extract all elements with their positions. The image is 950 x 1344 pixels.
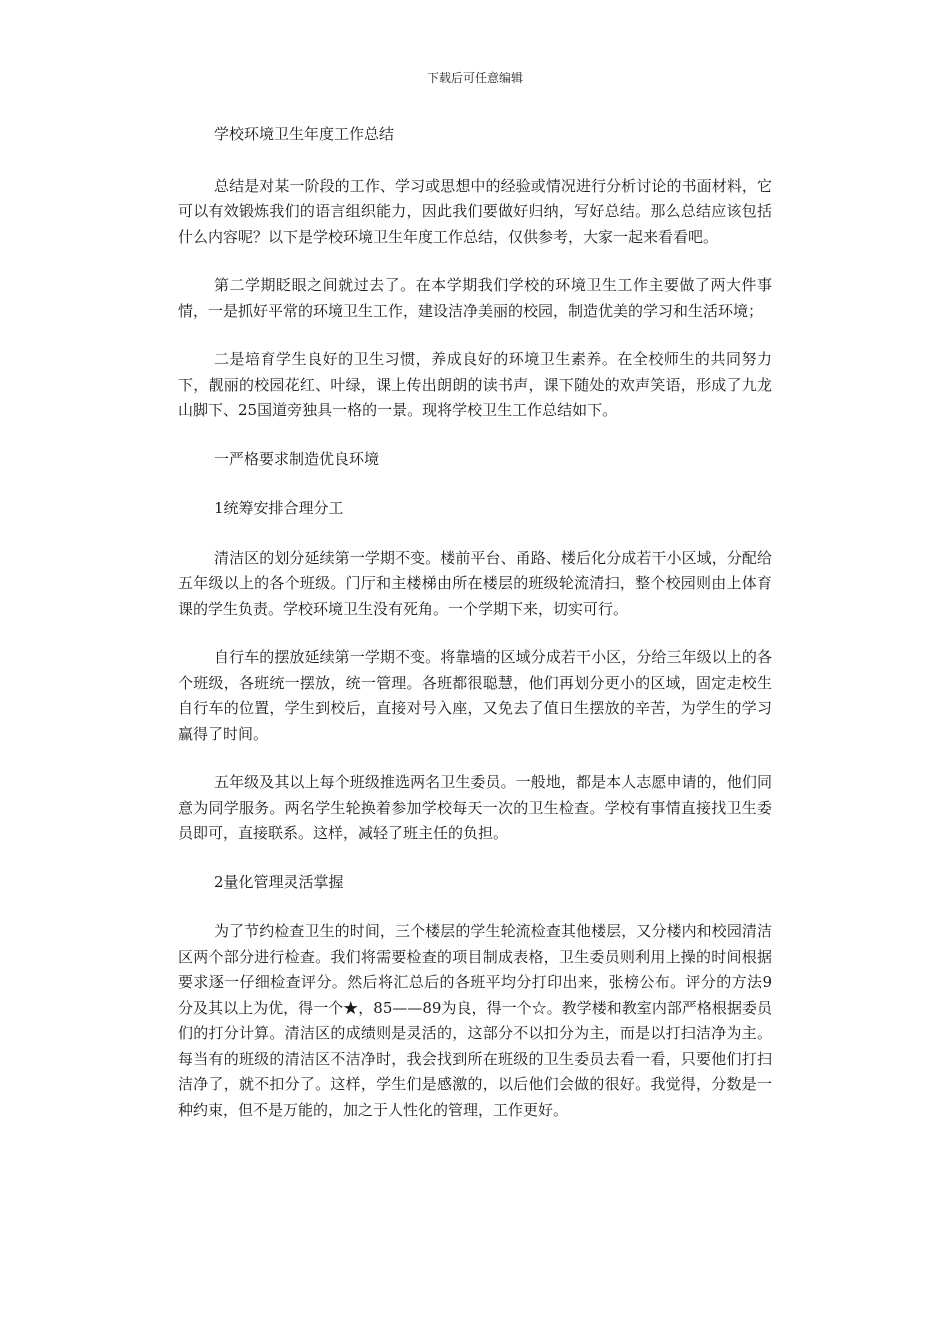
subsection-heading: 1统筹安排合理分工 — [214, 499, 344, 517]
paragraph: 五年级及其以上每个班级推选两名卫生委员。一般地，都是本人志愿申请的，他们同意为同学服务。两名学生轮换着参加学校每天一次的卫生检查。学校有事情直接找卫生委员即可，直接联系。这样，减轻了班主任的负担。 — [178, 773, 772, 842]
paragraph-intro: 总结是对某一阶段的工作、学习或思想中的经验或情况进行分析讨论的书面材料，它可以有效锻炼我们的语言组织能力，因此我们要做好归纳，写好总结。那么总结应该包括什么内容呢？以下是学校环境卫生年度工作总结，仅供参考，大家一起来看看吧。 — [178, 176, 772, 246]
paragraph: 第二学期眨眼之间就过去了。在本学期我们学校的环境卫生工作主要做了两大件事情，一是抓好平常的环境卫生工作，建设洁净美丽的校园，制造优美的学习和生活环境； — [178, 276, 772, 320]
header-note: 下载后可任意编辑 — [426, 71, 523, 85]
subsection-heading: 2量化管理灵活掌握 — [214, 872, 344, 891]
paragraph: 二是培育学生良好的卫生习惯，养成良好的环境卫生素养。在全校师生的共同努力下，靓丽的校园花红、叶绿，课上传出朗朗的读书声，课下随处的欢声笑语，形成了九龙山脚下、25国道旁独具一格的一景。现将学校卫生工作总结如下。 — [178, 350, 772, 419]
document-title: 学校环境卫生年度工作总结 — [214, 125, 395, 143]
paragraph: 自行车的摆放延续第一学期不变。将靠墙的区域分成若干小区，分给三年级以上的各个班级，各班统一摆放，统一管理。各班都很聪慧，他们再划分更小的区域，固定走校生自行车的位置，学生到校后，直接对号入座，又免去了值日生摆放的辛苦，为学生的学习赢得了时间。 — [178, 648, 772, 743]
section-heading: 一严格要求制造优良环境 — [214, 449, 380, 468]
paragraph: 清洁区的划分延续第一学期不变。楼前平台、甬路、楼后化分成若干小区域，分配给五年级以上的各个班级。门厅和主楼梯由所在楼层的班级轮流清扫，整个校园则由上体育课的学生负责。学校环境卫生没有死角。一个学期下来，切实可行。 — [178, 548, 772, 618]
paragraph: 为了节约检查卫生的时间，三个楼层的学生轮流检查其他楼层，又分楼内和校园清洁区两个部分进行检查。我们将需要检查的项目制成表格，卫生委员则利用上操的时间根据要求逐一仔细检查评分。然后将汇总后的各班平均分打印出来，张榜公布。评分的方法9分及其以上为优，得一个★，85——89为良，得一个☆。教学楼和教室内部严格根据委员们的打分计算。清洁区的成绩则是灵活的，这部分不以扣分为主，而是以打扫洁净为主。每当有的班级的清洁区不洁净时，我会找到所在班级的卫生委员去看一看，只要他们打扫洁净了，就不扣分了。这样，学生们是感激的，以后他们会做的很好。我觉得，分数是一种约束，但不是万能的，加之于人性化的管理，工作更好。 — [178, 922, 772, 1119]
document-body — [178, 122, 772, 1146]
